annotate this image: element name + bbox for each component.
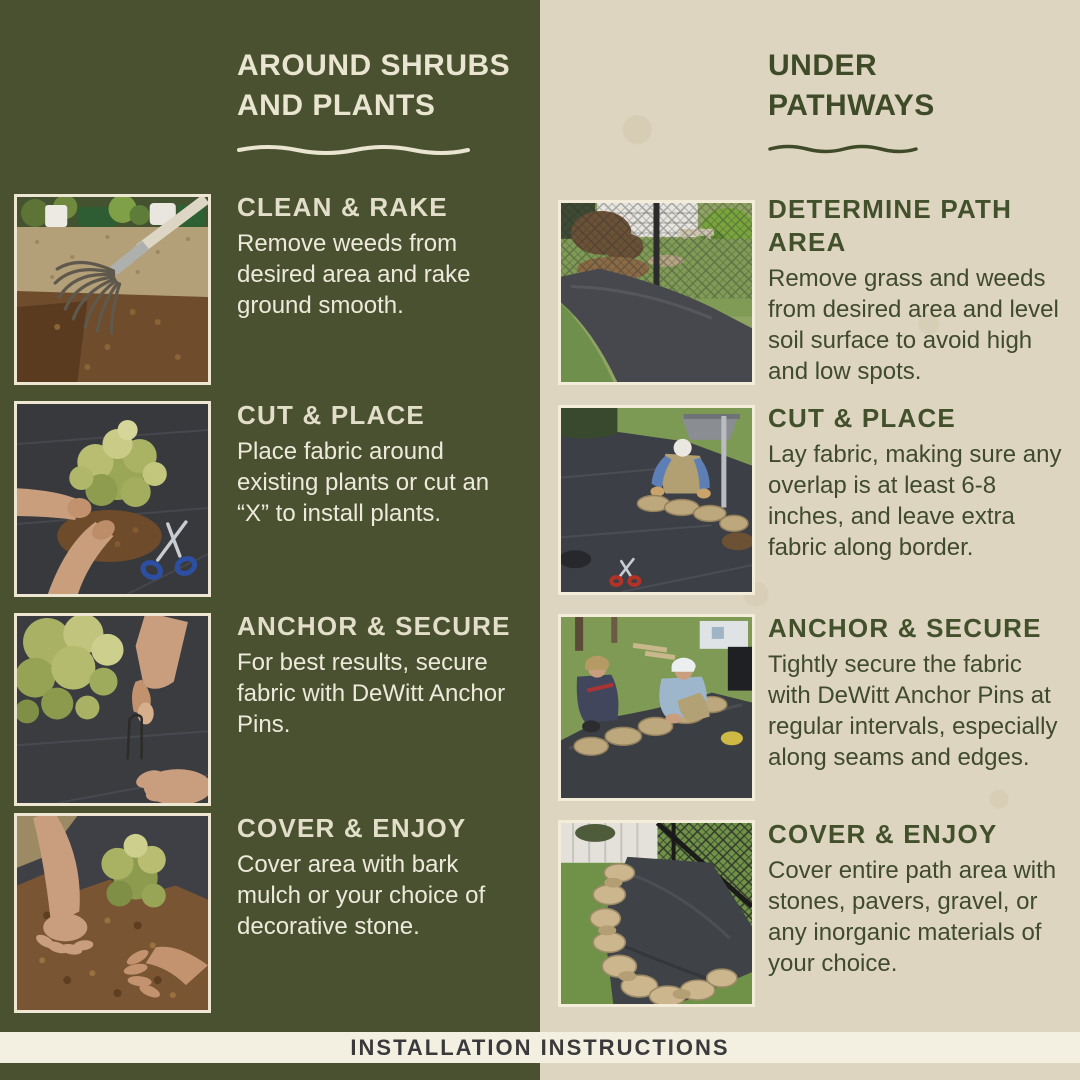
finished-path-photo <box>558 820 755 1007</box>
step-heading: CUT & PLACE <box>768 403 956 433</box>
step-heading: ANCHOR & SECURE <box>768 613 1042 643</box>
anchor-pin-photo <box>14 613 211 806</box>
secure-fabric-photo <box>558 614 755 801</box>
title-line: PATHWAYS <box>768 89 935 122</box>
step-anchor-secure-right <box>768 612 1066 773</box>
path-area-photo <box>558 200 755 385</box>
lay-fabric-photo <box>558 405 755 595</box>
step-body: Remove grass and weeds from desired area and level soil surface to avoid high and low spots. <box>768 265 1059 385</box>
step-cut-place-right <box>768 402 1066 563</box>
rake-on-soil-photo <box>14 194 211 385</box>
step-body: Remove weeds from desired area and rake ground smooth. <box>237 230 471 319</box>
footer-label: INSTALLATION INSTRUCTIONS <box>350 1034 730 1060</box>
step-cover-enjoy-right <box>768 818 1066 979</box>
fabric-around-plant-photo <box>14 401 211 597</box>
around-shrubs-title <box>237 46 510 155</box>
step-anchor-secure-left <box>237 610 524 740</box>
step-body: Cover area with bark mulch or your choice of decorative stone. <box>237 851 486 940</box>
step-cut-place-left <box>237 399 524 529</box>
title-line: AND PLANTS <box>237 89 436 122</box>
title-line: UNDER <box>768 49 878 82</box>
step-body: For best results, secure fabric with DeWitt Anchor Pins. <box>237 649 506 738</box>
step-body: Tightly secure the fabric with DeWitt Anchor Pins at regular intervals, especially along seams and edges. <box>768 651 1058 771</box>
step-body: Place fabric around existing plants or cut an “X” to install plants. <box>237 438 490 527</box>
step-heading: COVER & ENJOY <box>237 813 467 843</box>
wavy-underline <box>237 143 470 155</box>
step-heading: ANCHOR & SECURE <box>237 611 511 641</box>
footer-band <box>0 1032 1080 1063</box>
step-cover-enjoy-left <box>237 812 524 942</box>
wavy-underline <box>768 143 918 154</box>
step-heading: CUT & PLACE <box>237 400 425 430</box>
step-clean-rake <box>237 191 524 321</box>
under-pathways-title <box>768 46 935 154</box>
bark-mulch-photo <box>14 813 211 1013</box>
step-determine-path-area <box>768 193 1066 387</box>
step-body: Cover entire path area with stones, pavers, gravel, or any inorganic materials of your choice. <box>768 857 1057 977</box>
step-heading: CLEAN & RAKE <box>237 192 448 222</box>
step-heading: DETERMINE PATH AREA <box>768 194 1013 257</box>
step-body: Lay fabric, making sure any overlap is at least 6-8 inches, and leave extra fabric along border. <box>768 441 1062 561</box>
step-heading: COVER & ENJOY <box>768 819 998 849</box>
title-line: AROUND SHRUBS <box>237 49 511 82</box>
